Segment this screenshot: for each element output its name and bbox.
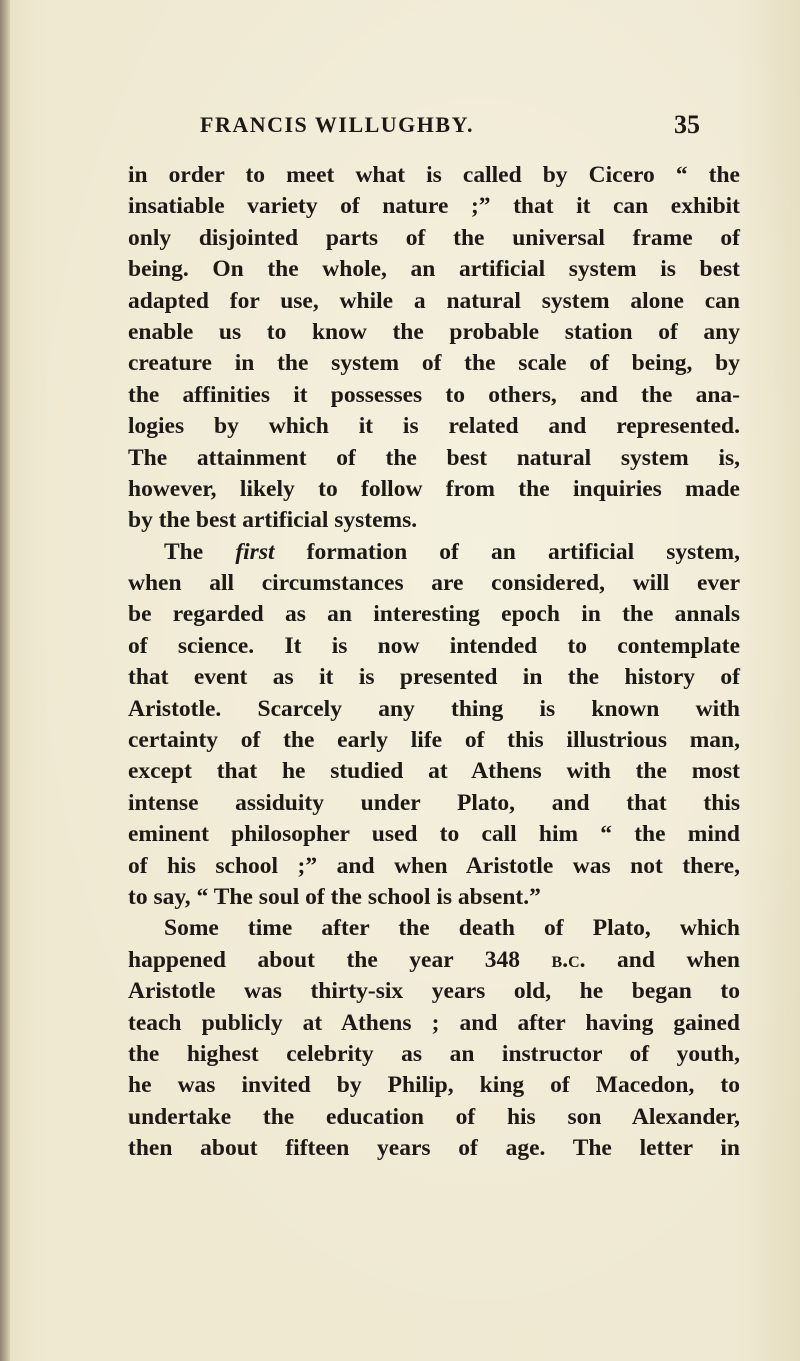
text-line: insatiable variety of nature ;” that it can exhibit — [128, 193, 740, 220]
text-line: teach publicly at Athens ; and after having gained — [128, 1009, 740, 1036]
text-run: happened about the year 348 — [128, 946, 552, 973]
text-line: by the best artificial systems. — [128, 507, 418, 534]
italic-word: first — [235, 538, 275, 565]
paragraph-start-line: Some time after the death of Plato, which — [164, 915, 740, 942]
text-line: enable us to know the probable station of any — [128, 318, 740, 345]
text-line: the highest celebrity as an instructor of youth, — [128, 1040, 740, 1067]
text-line: then about fifteen years of age. The letter in — [128, 1135, 740, 1162]
page-edge-shadow — [0, 0, 10, 1361]
text-line: adapted for use, while a natural system alone can — [128, 287, 740, 314]
text-line: intense assiduity under Plato, and that this — [128, 789, 740, 816]
text-line: however, likely to follow from the inquiries made — [128, 475, 740, 502]
text-line: of his school ;” and when Aristotle was not there, — [128, 852, 740, 879]
page-number: 35 — [674, 110, 700, 139]
running-title: FRANCIS WILLUGHBY. — [200, 112, 474, 137]
text-line: The attainment of the best natural system is, — [128, 444, 740, 471]
text-line: of science. It is now intended to contemplate — [128, 632, 740, 659]
text-line: logies by which it is related and represented. — [128, 413, 740, 440]
text-line: creature in the system of the scale of being, by — [128, 350, 740, 377]
era-abbreviation: b.c. — [551, 946, 586, 973]
text-run: The — [164, 538, 236, 565]
text-line: only disjointed parts of the universal frame of — [128, 224, 740, 251]
text-line: undertake the education of his son Alexander, — [128, 1103, 740, 1130]
text-line: Aristotle. Scarcely any thing is known with — [128, 695, 740, 722]
text-line: that event as it is presented in the history of — [128, 664, 740, 691]
text-line: eminent philosopher used to call him “ the mind — [128, 821, 740, 848]
paragraph-start-line — [128, 537, 740, 568]
text-line: except that he studied at Athens with the most — [128, 758, 740, 785]
text-run: formation of an artificial system, — [274, 538, 740, 565]
text-line: when all circumstances are considered, will ever — [128, 570, 740, 597]
text-line: Aristotle was thirty-six years old, he began to — [128, 978, 740, 1005]
text-line: he was invited by Philip, king of Macedon, to — [128, 1072, 740, 1099]
text-line: be regarded as an interesting epoch in the annals — [128, 601, 740, 628]
text-line: the affinities it possesses to others, and the ana- — [128, 381, 740, 408]
text-line: certainty of the early life of this illustrious man, — [128, 727, 740, 754]
text-line: to say, “ The soul of the school is absent.” — [128, 883, 541, 910]
text-line — [128, 945, 740, 976]
text-line: in order to meet what is called by Cicero “ the — [128, 162, 740, 188]
text-line: being. On the whole, an artificial system is best — [128, 256, 740, 283]
text-run: and when — [585, 946, 741, 973]
page-header — [200, 112, 700, 144]
body-text — [128, 160, 740, 1165]
